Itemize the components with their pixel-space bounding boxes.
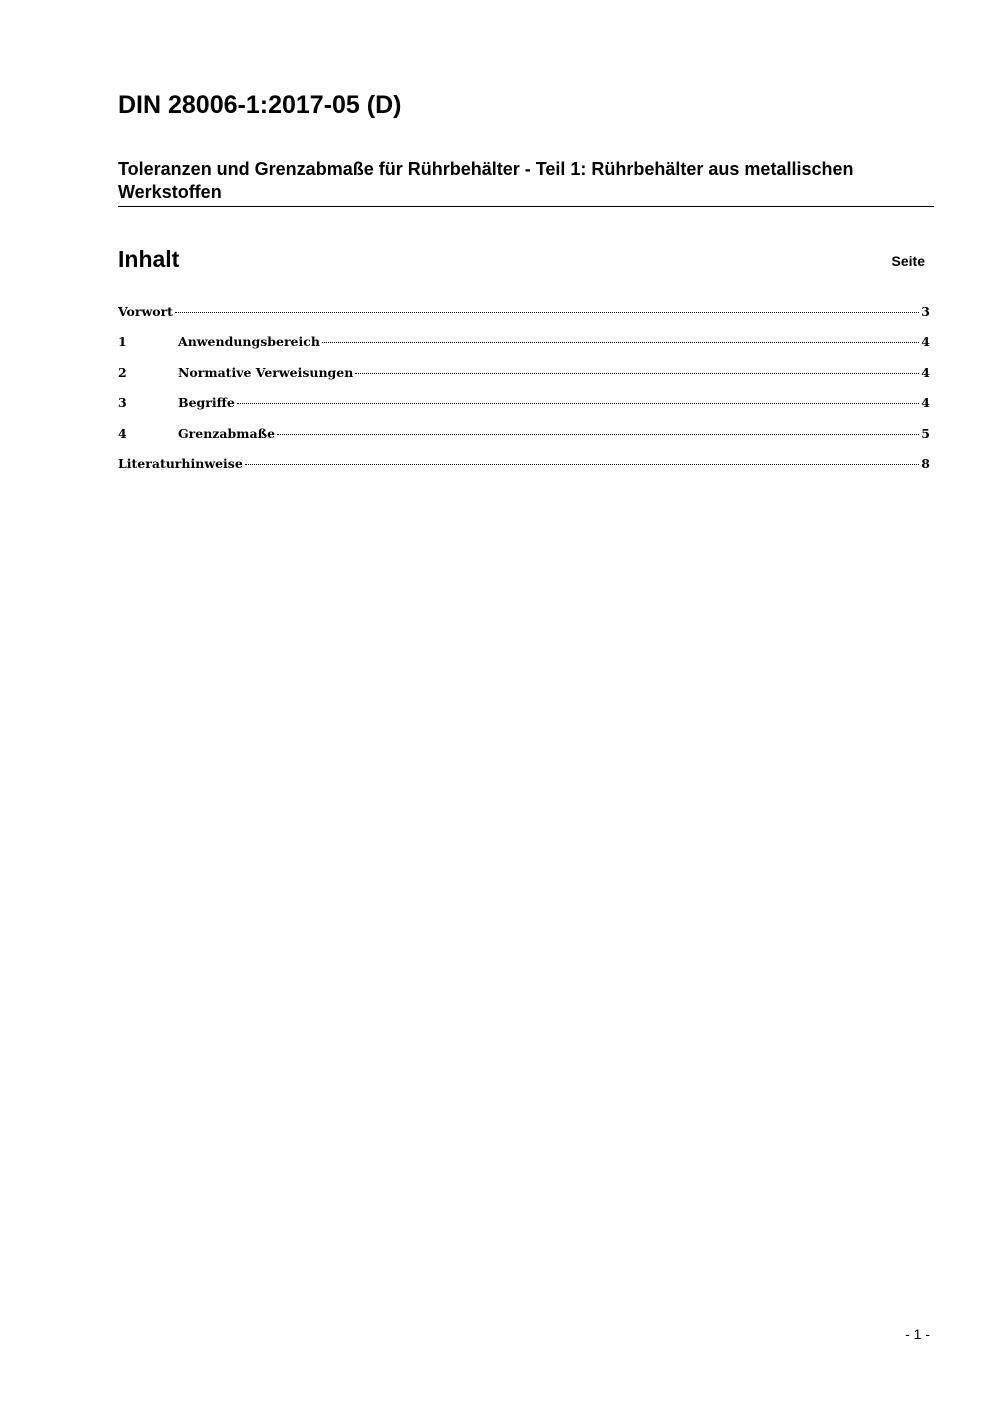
document-id: DIN 28006-1:2017-05 (D)	[118, 91, 402, 119]
toc-entry-page: 4	[921, 395, 930, 411]
toc-entry-grenzabmasse[interactable]	[118, 424, 930, 454]
toc-entry-number: 2	[118, 364, 127, 380]
table-of-contents	[118, 302, 930, 484]
toc-entry-vorwort[interactable]	[118, 302, 930, 332]
toc-page-column-label: Seite	[891, 253, 925, 269]
toc-entry-normative-verweisungen[interactable]	[118, 363, 930, 393]
toc-entry-label: Vorwort	[118, 304, 173, 319]
document-title: Toleranzen und Grenzabmaße für Rührbehälter - Teil 1: Rührbehälter aus metallischen Werkstoffen	[118, 158, 934, 207]
toc-entry-page: 4	[921, 334, 930, 350]
toc-entry-page: 5	[921, 425, 930, 441]
toc-entry-number: 4	[118, 425, 127, 441]
toc-entry-begriffe[interactable]	[118, 393, 930, 423]
toc-entry-label: Normative Verweisungen	[178, 364, 354, 380]
toc-dot-leader	[277, 434, 919, 435]
toc-dot-leader	[175, 312, 919, 313]
toc-entry-number: 1	[118, 334, 127, 350]
toc-dot-leader	[237, 403, 919, 404]
toc-entry-anwendungsbereich[interactable]	[118, 332, 930, 362]
toc-entry-label: Grenzabmaße	[178, 425, 276, 441]
toc-entry-label: Anwendungsbereich	[178, 334, 320, 350]
toc-entry-literaturhinweise[interactable]	[118, 454, 930, 484]
toc-dot-leader	[355, 373, 919, 374]
toc-entry-page: 4	[921, 364, 930, 380]
page-number: - 1 -	[905, 1326, 930, 1342]
toc-entry-number: 3	[118, 395, 127, 411]
toc-entry-label: Begriffe	[178, 395, 235, 411]
toc-heading: Inhalt	[118, 246, 180, 272]
toc-entry-page: 3	[921, 304, 930, 319]
toc-entry-page: 8	[921, 455, 930, 471]
toc-entry-label: Literaturhinweise	[118, 455, 243, 471]
toc-dot-leader	[245, 464, 920, 465]
toc-dot-leader	[322, 342, 919, 343]
